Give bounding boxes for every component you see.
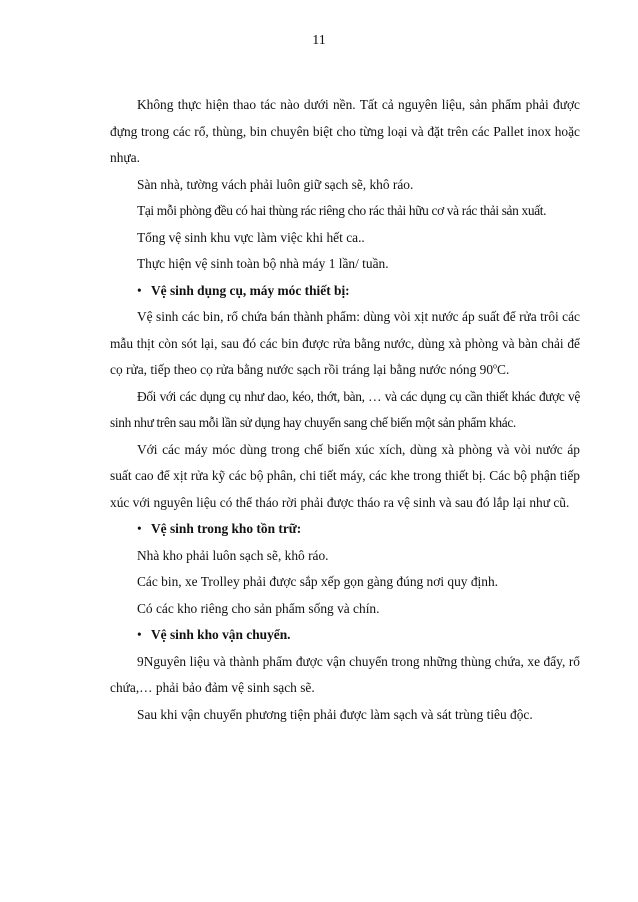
section-heading-equipment	[110, 278, 580, 305]
paragraph-bin-cleaning: Vệ sinh các bin, rổ chứa bán thành phẩm: dùng vòi xịt nước áp suất để rửa trôi các mẫu thịt còn sót lại, sau đó các bin được rửa bằng nước, dùng xà phòng và bàn chải để cọ rửa, tiếp theo cọ rửa bằng nước sạch rồi tráng lại bằng nước nóng 90$^o$C.	[110, 309, 580, 377]
bullet-icon: •	[137, 627, 142, 642]
paragraph-tools-cleaning: Đối với các dụng cụ như dao, kéo, thớt, bàn, … và các dụng cụ cần thiết khác được vệ sinh như trên sau mỗi lần sử dụng hay chuyển sang chế biến một sản phẩm khác.	[110, 388, 580, 430]
page-number: 11	[312, 33, 326, 48]
paragraph-transport-containers: 9Nguyên liệu và thành phẩm được vận chuyển trong những thùng chứa, xe đẩy, rổ chứa,… phải bảo đảm vệ sinh sạch sẽ.	[110, 653, 580, 695]
paragraph-weekly-cleaning: Thực hiện vệ sinh toàn bộ nhà máy 1 lần/ tuần.	[137, 256, 389, 271]
paragraph-machine-cleaning: Với các máy móc dùng trong chế biến xúc xích, dùng xà phòng và vòi nước áp suất cao để xịt rửa kỹ các bộ phân, chi tiết máy, các khe trong thiết bị. Các bộ phận tiếp xúc với nguyên liệu có thể tháo rời phải được tháo ra vệ sinh và sau đó lắp lại như cũ.	[110, 441, 580, 510]
paragraph-vehicle-sanitize: Sau khi vận chuyển phương tiện phải được làm sạch và sát trùng tiêu độc.	[137, 706, 533, 722]
paragraph-floor-walls: Sàn nhà, tường vách phải luôn giữ sạch sẽ, khô ráo.	[137, 176, 414, 192]
paragraph-trolley-arrangement: Các bin, xe Trolley phải được sắp xếp gọn gàng đúng nơi quy định.	[137, 574, 498, 589]
heading-text: Vệ sinh trong kho tồn trữ:	[151, 521, 302, 536]
paragraph-shift-cleaning: Tổng vệ sinh khu vực làm việc khi hết ca..	[137, 229, 365, 245]
bullet-icon: •	[137, 282, 142, 298]
paragraph-warehouse-clean: Nhà kho phải luôn sạch sẽ, khô ráo.	[137, 547, 329, 563]
paragraph-separate-storage: Có các kho riêng cho sản phẩm sống và chín.	[137, 600, 380, 616]
section-heading-storage	[110, 516, 580, 543]
paragraph-trash-bins: Tại mỗi phòng đều có hai thùng rác riêng cho rác thải hữu cơ và rác thải sản xuất.	[137, 203, 547, 218]
paragraph-no-floor-work: Không thực hiện thao tác nào dưới nền. Tất cả nguyên liệu, sản phẩm phải được đựng trong các rổ, thùng, bin chuyên biệt cho từng loại và đặt trên các Pallet inox hoặc nhựa.	[110, 97, 580, 165]
document-body	[110, 92, 580, 728]
heading-text: Vệ sinh dụng cụ, máy móc thiết bị:	[151, 282, 350, 298]
heading-text: Vệ sinh kho vận chuyển.	[151, 627, 291, 642]
bullet-icon: •	[137, 521, 142, 536]
section-heading-transport	[110, 622, 580, 649]
